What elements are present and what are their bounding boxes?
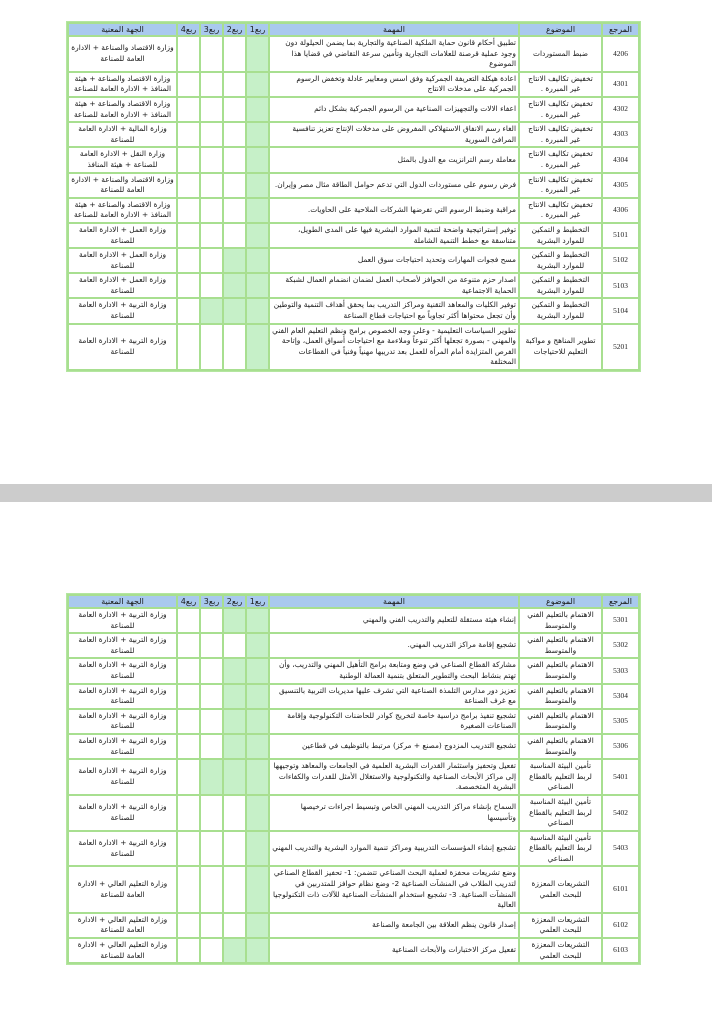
cell-q4 [178, 249, 199, 272]
cell-entity: وزارة العمل + الادارة العامة للصناعة [69, 249, 176, 272]
cell-q1-scheduled [247, 174, 268, 197]
table-row [69, 832, 638, 866]
header-topic: الموضوع [520, 596, 601, 607]
table-header-row [69, 596, 638, 607]
cell-entity: وزارة التربية + الادارة العامة للصناعة [69, 609, 176, 632]
table-row [69, 123, 638, 146]
cell-q1-scheduled [247, 73, 268, 96]
cell-q2-scheduled [224, 735, 245, 758]
cell-topic: تخفيض تكاليف الانتاج غير المبررة . [520, 199, 601, 222]
cell-q3 [201, 199, 222, 222]
cell-task: تشجيع إنشاء المؤسسات التدريبية ومراكز تنمية الموارد البشرية والتدريب المهني [270, 832, 518, 866]
cell-task: توفير إستراتيجية واضحة لتنمية الموارد البشرية فيها على المدى الطويل، متناسقة مع خطط التنمية الشاملة [270, 224, 518, 247]
cell-ref: 4302 [603, 98, 638, 121]
table-row [69, 735, 638, 758]
cell-task: تطبيق أحكام قانون حماية الملكية الصناعية والتجارية بما يضمن الحيلولة دون وجود عملية قرصنة للعلامات التجارية وتأمين سرعة التقاضي في قضايا هذا الموضوع [270, 37, 518, 71]
cell-q4 [178, 867, 199, 911]
cell-ref: 4304 [603, 148, 638, 171]
cell-q1-scheduled [247, 37, 268, 71]
cell-topic: الاهتمام بالتعليم الفني والمتوسط [520, 634, 601, 657]
table-body [69, 609, 638, 962]
cell-ref: 5302 [603, 634, 638, 657]
table-row [69, 174, 638, 197]
cell-ref: 5401 [603, 760, 638, 794]
table-row [69, 914, 638, 937]
cell-ref: 5201 [603, 325, 638, 369]
cell-q1-scheduled [247, 224, 268, 247]
cell-q2 [224, 867, 245, 911]
cell-q1-scheduled [247, 634, 268, 657]
header-task: المهمة [270, 24, 518, 35]
header-q1: ربع1 [247, 24, 268, 35]
cell-q2-scheduled [224, 609, 245, 632]
document-page-2 [0, 502, 712, 1024]
header-q4: ربع4 [178, 24, 199, 35]
cell-task: تشجيع تنفيذ برامج دراسية خاصة لتخريج كوادر للحاضنات التكنولوجية وإقامة الصناعات الصغيرة [270, 710, 518, 733]
cell-q1-scheduled [247, 685, 268, 708]
cell-ref: 5306 [603, 735, 638, 758]
cell-q3 [201, 735, 222, 758]
table-row [69, 98, 638, 121]
cell-task: مشاركة القطاع الصناعي في وضع ومتابعة برامج التأهيل المهني والتدريب، وأن تهتم بنشاط البحث والتطوير المتعلق بتنمية العمالة الوطنية [270, 659, 518, 682]
cell-entity: وزارة التعليم العالي + الادارة العامة للصناعة [69, 867, 176, 911]
table-row [69, 685, 638, 708]
cell-topic: تخفيض تكاليف الانتاج غير المبررة . [520, 73, 601, 96]
cell-topic: التشريعات المعززة للبحث العلمي [520, 914, 601, 937]
cell-task: تفعيل مركز الاختبارات والأبحاث الصناعية [270, 939, 518, 962]
cell-q2 [224, 914, 245, 937]
cell-q1-scheduled [247, 199, 268, 222]
cell-q2-scheduled [224, 760, 245, 794]
cell-q2-scheduled [224, 299, 245, 322]
cell-ref: 6103 [603, 939, 638, 962]
header-entity: الجهة المعنية [69, 596, 176, 607]
header-q1: ربع1 [247, 596, 268, 607]
cell-topic: التشريعات المعززة للبحث العلمي [520, 939, 601, 962]
table-row [69, 37, 638, 71]
cell-task: اعفاء الالات والتجهيزات الصناعية من الرسوم الجمركية بشكل دائم [270, 98, 518, 121]
cell-q1-scheduled [247, 867, 268, 911]
cell-q2 [224, 224, 245, 247]
cell-q4 [178, 796, 199, 830]
cell-q3 [201, 710, 222, 733]
cell-q3 [201, 914, 222, 937]
cell-entity: وزارة الاقتصاد والصناعة + هيئة المنافذ + الادارة العامة للصناعة [69, 98, 176, 121]
cell-task: توفير الكليات والمعاهد التقنية ومراكز التدريب بما يحقق أهداف التنمية والتوطين وأن تجعل محتواها أكثر تجاوباً مع احتياجات قطاع الصناعة [270, 299, 518, 322]
cell-task: تشجيع التدريب المزدوج (مصنع + مركز) مرتبط بالتوظيف في قطاعين [270, 735, 518, 758]
table-body [69, 37, 638, 369]
cell-q1-scheduled [247, 939, 268, 962]
cell-q2-scheduled [224, 274, 245, 297]
cell-ref: 5305 [603, 710, 638, 733]
table-row [69, 659, 638, 682]
cell-task: تعزيز دور مدارس التلمذة الصناعية التي تشرف عليها مديريات التربية بالتنسيق مع غرف الصناعة [270, 685, 518, 708]
cell-entity: وزارة الاقتصاد والصناعة + الادارة العامة للصناعة [69, 174, 176, 197]
table-row [69, 609, 638, 632]
cell-q3 [201, 174, 222, 197]
header-entity: الجهة المعنية [69, 24, 176, 35]
cell-topic: الاهتمام بالتعليم الفني والمتوسط [520, 710, 601, 733]
cell-q2 [224, 796, 245, 830]
cell-q1-scheduled [247, 609, 268, 632]
cell-q2-scheduled [224, 939, 245, 962]
header-q2: ربع2 [224, 24, 245, 35]
cell-q2 [224, 199, 245, 222]
cell-q4 [178, 299, 199, 322]
cell-q2-scheduled [224, 685, 245, 708]
cell-q3 [201, 73, 222, 96]
cell-q4 [178, 123, 199, 146]
cell-entity: وزارة النقل + الادارة العامة للصناعة + هيئة المنافذ [69, 148, 176, 171]
cell-q3 [201, 685, 222, 708]
cell-q1-scheduled [247, 796, 268, 830]
cell-ref: 5103 [603, 274, 638, 297]
cell-topic: تخفيض تكاليف الانتاج غير المبررة . [520, 123, 601, 146]
cell-q2-scheduled [224, 659, 245, 682]
cell-ref: 4303 [603, 123, 638, 146]
cell-q4 [178, 735, 199, 758]
table-header-row [69, 24, 638, 35]
cell-topic: الاهتمام بالتعليم الفني والمتوسط [520, 735, 601, 758]
cell-topic: الاهتمام بالتعليم الفني والمتوسط [520, 609, 601, 632]
cell-q4 [178, 98, 199, 121]
cell-ref: 5101 [603, 224, 638, 247]
cell-entity: وزارة التربية + الادارة العامة للصناعة [69, 760, 176, 794]
header-ref: المرجع [603, 24, 638, 35]
cell-topic: تخفيض تكاليف الانتاج غير المبررة . [520, 148, 601, 171]
header-topic: الموضوع [520, 24, 601, 35]
cell-ref: 5102 [603, 249, 638, 272]
cell-task: اعادة هيكلة التعريفة الجمركية وفق اسس ومعايير عادلة وتخفض الرسوم الجمركية على مدخلات الانتاج [270, 73, 518, 96]
table-row [69, 796, 638, 830]
table-row [69, 249, 638, 272]
cell-q4 [178, 325, 199, 369]
cell-topic: الاهتمام بالتعليم الفني والمتوسط [520, 659, 601, 682]
cell-q2-scheduled [224, 710, 245, 733]
cell-q4 [178, 659, 199, 682]
cell-topic: تخفيض تكاليف الانتاج غير المبررة . [520, 174, 601, 197]
cell-entity: وزارة التربية + الادارة العامة للصناعة [69, 710, 176, 733]
cell-q4 [178, 224, 199, 247]
cell-topic: التخطيط و التمكين للموارد البشرية [520, 274, 601, 297]
cell-q3 [201, 939, 222, 962]
header-q2: ربع2 [224, 596, 245, 607]
cell-topic: التخطيط و التمكين للموارد البشرية [520, 249, 601, 272]
cell-q3 [201, 634, 222, 657]
cell-entity: وزارة الاقتصاد والصناعة + هيئة المنافذ + الادارة العامة للصناعة [69, 199, 176, 222]
cell-q3 [201, 249, 222, 272]
cell-q4 [178, 199, 199, 222]
header-q3: ربع3 [201, 24, 222, 35]
table-row [69, 760, 638, 794]
cell-q1-scheduled [247, 123, 268, 146]
cell-q4 [178, 939, 199, 962]
cell-q2 [224, 123, 245, 146]
table-row [69, 939, 638, 962]
header-q4: ربع4 [178, 596, 199, 607]
cell-q1-scheduled [247, 710, 268, 733]
cell-ref: 5402 [603, 796, 638, 830]
cell-entity: وزارة التعليم العالي + الادارة العامة للصناعة [69, 914, 176, 937]
document-page-1 [0, 0, 712, 484]
header-task: المهمة [270, 596, 518, 607]
action-plan-table-page-2 [66, 593, 641, 965]
cell-q3 [201, 98, 222, 121]
cell-q4 [178, 609, 199, 632]
cell-q1-scheduled [247, 832, 268, 866]
cell-topic: تأمين البيئة المناسبة لربط التعليم بالقطاع الصناعي [520, 760, 601, 794]
cell-q3 [201, 123, 222, 146]
cell-q3 [201, 832, 222, 866]
cell-topic: الاهتمام بالتعليم الفني والمتوسط [520, 685, 601, 708]
cell-q2-scheduled [224, 249, 245, 272]
cell-q3 [201, 224, 222, 247]
cell-topic: تطوير المناهج و مواكبة التعليم للاحتياجات [520, 325, 601, 369]
cell-entity: وزارة الاقتصاد والصناعة + الادارة العامة للصناعة [69, 37, 176, 71]
cell-entity: وزارة التربية + الادارة العامة للصناعة [69, 832, 176, 866]
table-row [69, 224, 638, 247]
cell-q3 [201, 867, 222, 911]
cell-topic: تأمين البيئة المناسبة لربط التعليم بالقطاع الصناعي [520, 832, 601, 866]
cell-topic: ضبط المستوردات [520, 37, 601, 71]
cell-q4 [178, 274, 199, 297]
cell-task: وضع تشريعات محفزة لعملية البحث الصناعي تتضمن: 1- تحفيز القطاع الصناعي لتدريب الطلاب في المنشآت الصناعية 2- وضع نظام حوافز للمتدربين في المنشآت الصناعية. 3- تشجيع استخدام المنشآت الصناعية للآلات ذات التكنولوجيا العالية [270, 867, 518, 911]
cell-q2 [224, 832, 245, 866]
table-row [69, 634, 638, 657]
page-separator [0, 484, 712, 502]
cell-q1-scheduled [247, 299, 268, 322]
cell-q3 [201, 274, 222, 297]
cell-ref: 5304 [603, 685, 638, 708]
cell-task: تطوير السياسات التعليمية - وعلى وجه الخصوص برامج ونظم التعليم العام الفني والمهني - بصورة تجعلها أكثر تنوعاً وملاءمة مع احتياجات أسواق العمل، وإتاحة الفرص المتزايدة أمام المرأة للعمل بعد تدريبها مهنياً وفنياً في القطاعات المختلفة [270, 325, 518, 369]
table-row [69, 148, 638, 171]
cell-q1-scheduled [247, 760, 268, 794]
cell-ref: 4305 [603, 174, 638, 197]
cell-q4 [178, 73, 199, 96]
table-row [69, 199, 638, 222]
cell-task: السماح بإنشاء مراكز التدريب المهني الخاص وتبسيط اجراءات ترخيصها وتأسيسها [270, 796, 518, 830]
cell-q1-scheduled [247, 274, 268, 297]
header-ref: المرجع [603, 596, 638, 607]
table-row [69, 274, 638, 297]
cell-q4 [178, 37, 199, 71]
cell-entity: وزارة التعليم العالي + الادارة العامة للصناعة [69, 939, 176, 962]
cell-entity: وزارة المالية + الادارة العامة للصناعة [69, 123, 176, 146]
cell-q1-scheduled [247, 148, 268, 171]
cell-q1-scheduled [247, 659, 268, 682]
cell-q4 [178, 685, 199, 708]
cell-task: إنشاء هيئة مستقلة للتعليم والتدريب الفني والمهني [270, 609, 518, 632]
cell-task: تشجيع إقامة مراكز التدريب المهني. [270, 634, 518, 657]
cell-task: فرض رسوم على مستوردات الدول التي تدعم حوامل الطاقة مثال مصر وإيران. [270, 174, 518, 197]
cell-ref: 6101 [603, 867, 638, 911]
cell-entity: وزارة التربية + الادارة العامة للصناعة [69, 659, 176, 682]
cell-q1-scheduled [247, 98, 268, 121]
cell-q4 [178, 148, 199, 171]
cell-q1-scheduled [247, 325, 268, 369]
table-row [69, 710, 638, 733]
cell-ref: 6102 [603, 914, 638, 937]
cell-q1-scheduled [247, 914, 268, 937]
cell-q1-scheduled [247, 735, 268, 758]
table-row [69, 299, 638, 322]
cell-q3-scheduled [201, 299, 222, 322]
cell-q2 [224, 634, 245, 657]
cell-q4 [178, 174, 199, 197]
cell-q3 [201, 37, 222, 71]
cell-q3 [201, 148, 222, 171]
table-row [69, 325, 638, 369]
cell-task: مراقبة وضبط الرسوم التي تفرضها الشركات الملاحية على الحاويات. [270, 199, 518, 222]
cell-q2 [224, 148, 245, 171]
cell-q4 [178, 760, 199, 794]
cell-entity: وزارة التربية + الادارة العامة للصناعة [69, 735, 176, 758]
cell-q4 [178, 832, 199, 866]
cell-q4 [178, 914, 199, 937]
cell-entity: وزارة التربية + الادارة العامة للصناعة [69, 796, 176, 830]
cell-task: تفعيل وتحفيز واستثمار القدرات البشرية العلمية في الجامعات والمعاهد وتوجيهها إلى مراكز الأبحاث الصناعية والتكنولوجية والاستغلال الأمثل للقدرات والكفاءات البشرية المتخصصة. [270, 760, 518, 794]
cell-entity: وزارة التربية + الادارة العامة للصناعة [69, 299, 176, 322]
table-row [69, 73, 638, 96]
cell-q4 [178, 710, 199, 733]
cell-q2 [224, 174, 245, 197]
cell-topic: التخطيط و التمكين للموارد البشرية [520, 224, 601, 247]
cell-topic: تخفيض تكاليف الانتاج غير المبررة . [520, 98, 601, 121]
cell-task: معاملة رسم الترانزيت مع الدول بالمثل [270, 148, 518, 171]
cell-entity: وزارة العمل + الادارة العامة للصناعة [69, 224, 176, 247]
cell-ref: 4206 [603, 37, 638, 71]
cell-task: اصدار حزم متنوعة من الحوافز لأصحاب العمل لضمان انضمام العمال لشبكة الحماية الاجتماعية [270, 274, 518, 297]
cell-topic: التخطيط و التمكين للموارد البشرية [520, 299, 601, 322]
cell-q4 [178, 634, 199, 657]
cell-ref: 5303 [603, 659, 638, 682]
cell-q2 [224, 98, 245, 121]
cell-ref: 5301 [603, 609, 638, 632]
cell-entity: وزارة التربية + الادارة العامة للصناعة [69, 685, 176, 708]
cell-task: الغاء رسم الانفاق الاستهلاكي المفروض على مدخلات الإنتاج تعزيز تنافسية المرافئ السورية [270, 123, 518, 146]
cell-q3 [201, 609, 222, 632]
cell-ref: 5403 [603, 832, 638, 866]
cell-q3 [201, 659, 222, 682]
table-row [69, 867, 638, 911]
cell-ref: 5104 [603, 299, 638, 322]
cell-q2 [224, 73, 245, 96]
header-q3: ربع3 [201, 596, 222, 607]
cell-q3 [201, 796, 222, 830]
cell-q1-scheduled [247, 249, 268, 272]
cell-q3-scheduled [201, 760, 222, 794]
cell-q3 [201, 325, 222, 369]
cell-ref: 4301 [603, 73, 638, 96]
cell-entity: وزارة العمل + الادارة العامة للصناعة [69, 274, 176, 297]
cell-topic: تأمين البيئة المناسبة لربط التعليم بالقطاع الصناعي [520, 796, 601, 830]
cell-ref: 4306 [603, 199, 638, 222]
cell-q2 [224, 37, 245, 71]
action-plan-table-page-1 [66, 21, 641, 372]
cell-entity: وزارة التربية + الادارة العامة للصناعة [69, 634, 176, 657]
cell-topic: التشريعات المعززة للبحث العلمي [520, 867, 601, 911]
cell-q2 [224, 325, 245, 369]
cell-entity: وزارة الاقتصاد والصناعة + هيئة المنافذ + الادارة العامة للصناعة [69, 73, 176, 96]
cell-task: مسح فجوات المهارات وتحديد احتياجات سوق العمل [270, 249, 518, 272]
cell-task: إصدار قانون ينظم العلاقة بين الجامعة والصناعة [270, 914, 518, 937]
cell-entity: وزارة التربية + الادارة العامة للصناعة [69, 325, 176, 369]
